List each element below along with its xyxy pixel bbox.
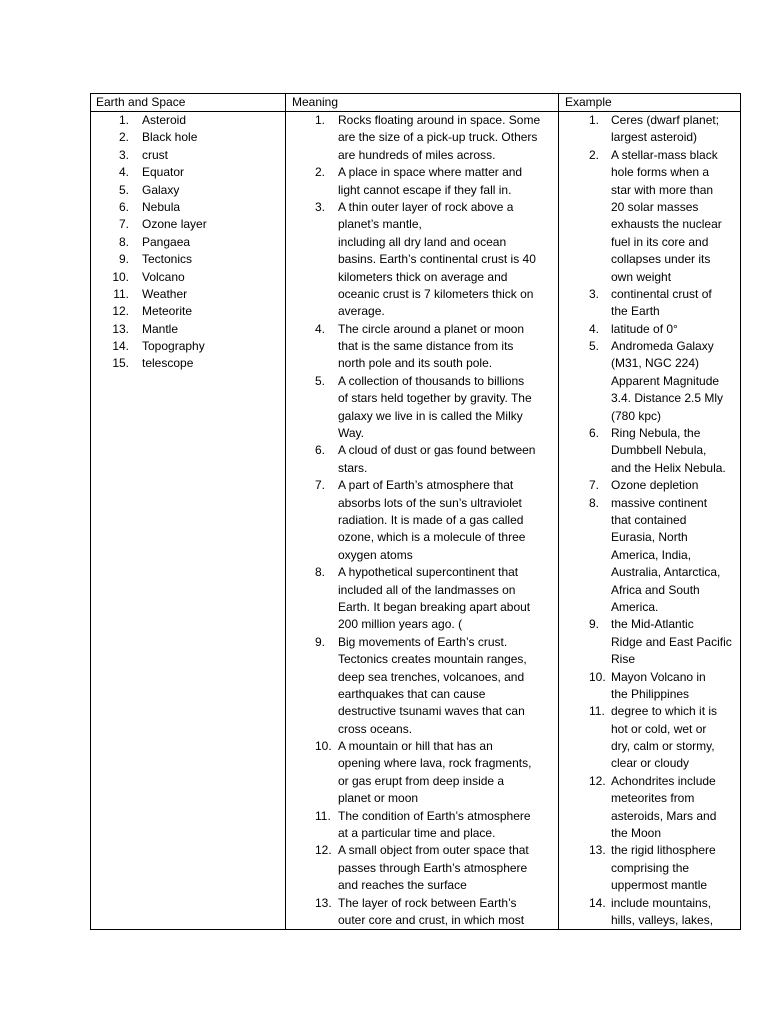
meaning-number: 12. (315, 843, 332, 858)
term-text: Meteorite (142, 304, 193, 319)
meaning-number: 1. (315, 113, 326, 127)
example-number: 4. (589, 321, 600, 336)
term-list-item (112, 338, 283, 355)
column-header-example: Example (565, 95, 612, 109)
example-text: latitude of 0° (611, 321, 678, 336)
meaning-number: 13. (315, 895, 332, 910)
meaning-list-item (315, 164, 556, 199)
term-text: Tectonics (142, 252, 193, 267)
meaning-list-item (315, 634, 556, 738)
term-list-item (112, 182, 283, 199)
meaning-text: A hypothetical supercontinent that included all of the landmasses on Earth. It began breaking apart about 200 million years ago. ( (338, 565, 531, 632)
term-list-item (112, 164, 283, 181)
meaning-list-item (315, 738, 556, 808)
example-text: Ceres (dwarf planet; largest asteroid) (611, 113, 720, 145)
example-list-item (589, 147, 738, 286)
term-number: 14. (112, 339, 129, 354)
meaning-text: A place in space where matter and light cannot escape if they fall in. (338, 165, 523, 197)
term-number: 12. (112, 304, 129, 319)
meaning-list-item (315, 477, 556, 564)
example-list-item (589, 842, 738, 894)
term-text: Equator (142, 165, 185, 180)
meaning-text: The layer of rock between Earth’s outer core and crust, in which most (338, 895, 525, 927)
term-text: telescope (142, 356, 194, 371)
term-list-item (112, 321, 283, 338)
example-number: 14. (589, 895, 606, 910)
meaning-list-item (315, 842, 556, 894)
term-number: 13. (112, 321, 129, 336)
meaning-list-item (315, 321, 556, 373)
term-number: 8. (118, 234, 129, 249)
term-number: 2. (118, 130, 129, 145)
example-text: the rigid lithosphere comprising the uppermost mantle (611, 843, 716, 893)
term-text: Galaxy (142, 182, 180, 197)
meaning-number: 9. (315, 634, 326, 649)
term-list-item (112, 355, 283, 372)
example-list-item (589, 703, 738, 773)
column-header-earth-and-space: Earth and Space (96, 95, 186, 109)
example-list-item (589, 338, 738, 425)
column-divider (285, 93, 286, 929)
meaning-list-item (315, 564, 556, 634)
term-list-item (112, 216, 283, 233)
example-list-item (589, 477, 738, 494)
meaning-list-item (315, 442, 556, 477)
meaning-text: The condition of Earth’s atmosphere at a particular time and place. (338, 808, 531, 841)
column-header-meaning: Meaning (292, 95, 339, 109)
example-list-item (589, 669, 738, 704)
example-number: 12. (589, 773, 606, 788)
term-text: Weather (142, 286, 188, 301)
meaning-text: A collection of thousands to billions of stars held together by gravity. The galaxy we live in is called the Milky Way. (338, 373, 532, 441)
example-text: degree to which it is hot or cold, wet or dry, calm or stormy, clear or cloudy (611, 704, 718, 771)
term-list-item (112, 129, 283, 146)
meaning-text: Big movements of Earth’s crust. Tectonics creates mountain ranges, deep sea trenches, volcanoes, and earthquakes that can cause destructive tsunami waves that can cross oceans. (338, 634, 527, 736)
example-number: 8. (589, 495, 600, 510)
meaning-number: 7. (315, 478, 326, 493)
meaning-number: 2. (315, 165, 326, 180)
term-list-item (112, 303, 283, 320)
term-text: Volcano (142, 269, 185, 284)
example-list-item (589, 616, 738, 668)
meanings-list (315, 112, 556, 928)
example-text: Mayon Volcano in the Philippines (611, 669, 706, 701)
meaning-number: 5. (315, 373, 326, 388)
meaning-number: 8. (315, 565, 326, 580)
term-list-item (112, 269, 283, 286)
example-text: Achondrites include meteorites from asteroids, Mars and the Moon (611, 773, 717, 841)
term-list-item (112, 112, 283, 129)
column-divider (558, 93, 559, 929)
term-number: 10. (112, 269, 129, 284)
example-number: 1. (589, 113, 600, 127)
terms-list (112, 112, 283, 928)
term-number: 3. (118, 147, 129, 162)
example-text: the Mid-Atlantic Ridge and East Pacific Rise (611, 617, 732, 667)
meaning-text: The circle around a planet or moon that is the same distance from its north pole and its south pole. (338, 321, 525, 371)
term-number: 7. (118, 217, 129, 232)
example-number: 9. (589, 617, 600, 632)
term-number: 1. (118, 113, 129, 127)
example-list-item (589, 773, 738, 843)
examples-list (589, 112, 738, 928)
term-number: 11. (113, 286, 129, 301)
term-text: Asteroid (142, 113, 187, 127)
term-text: Nebula (142, 199, 181, 214)
term-number: 6. (118, 199, 129, 214)
example-list-item (589, 495, 738, 617)
example-text: Ring Nebula, the Dumbbell Nebula, and the Helix Nebula. (611, 426, 726, 475)
example-list-item (589, 112, 738, 147)
meaning-number: 3. (315, 199, 326, 214)
term-list-item (112, 199, 283, 216)
meaning-text: A cloud of dust or gas found between stars. (338, 443, 536, 475)
example-text: continental crust of the Earth (611, 286, 712, 319)
term-text: Pangaea (142, 234, 191, 249)
example-list-item (589, 286, 738, 321)
term-text: Ozone layer (142, 217, 207, 232)
meaning-text: A small object from outer space that passes through Earth’s atmosphere and reaches the surface (338, 843, 529, 893)
example-number: 7. (589, 478, 600, 493)
term-list-item (112, 251, 283, 268)
meaning-list-item (315, 895, 556, 928)
meaning-text: A part of Earth’s atmosphere that absorbs lots of the sun’s ultraviolet radiation. It is made of a gas called ozone, which is a molecule of three oxygen atoms (338, 478, 526, 562)
term-text: Topography (142, 339, 205, 354)
example-number: 2. (589, 147, 600, 162)
term-text: Mantle (142, 321, 179, 336)
term-number: 9. (118, 252, 129, 267)
example-list-item (589, 895, 738, 928)
example-number: 6. (589, 426, 600, 441)
term-text: Black hole (142, 130, 198, 145)
meaning-list-item (315, 112, 556, 164)
example-number: 3. (589, 286, 600, 301)
term-number: 15. (112, 356, 129, 371)
term-list-item (112, 234, 283, 251)
example-list-item (589, 425, 738, 477)
term-list-item (112, 147, 283, 164)
meaning-list-item (315, 808, 556, 843)
meaning-list-item (315, 373, 556, 443)
example-text: massive continent that contained Eurasia, North America, India, Australia, Antarctica, Africa and South America. (611, 495, 721, 614)
example-number: 10. (589, 669, 606, 684)
meaning-number: 4. (315, 321, 326, 336)
example-number: 5. (589, 339, 600, 354)
meaning-number: 11. (315, 808, 331, 823)
meaning-list-item (315, 199, 556, 321)
example-number: 11. (589, 704, 605, 719)
example-number: 13. (589, 843, 606, 858)
example-list-item (589, 321, 738, 338)
term-list-item (112, 286, 283, 303)
meaning-number: 10. (315, 739, 332, 754)
example-text: Ozone depletion (611, 478, 699, 493)
meaning-text: A thin outer layer of rock above a planet’s mantle, including all dry land and ocean basins. Earth’s continental crust is 40 kilometers thick on average and oceanic crust is 7 kilometers thick on average. (338, 199, 536, 319)
example-text: A stellar-mass black hole forms when a star with more than 20 solar masses exhausts the nuclear fuel in its core and collapses under its own weight (611, 147, 722, 284)
meaning-text: A mountain or hill that has an opening where lava, rock fragments, or gas erupt from deep inside a planet or moon (338, 739, 532, 806)
meaning-text: Rocks floating around in space. Some are the size of a pick-up truck. Others are hundreds of miles across. (338, 113, 541, 162)
term-number: 5. (118, 182, 129, 197)
term-number: 4. (118, 165, 129, 180)
term-text: crust (142, 147, 169, 162)
example-text: include mountains, hills, valleys, lakes, (611, 895, 714, 927)
meaning-number: 6. (315, 443, 326, 458)
example-text: Andromeda Galaxy (M31, NGC 224) Apparent Magnitude 3.4. Distance 2.5 Mly (780 kpc) (611, 339, 724, 423)
